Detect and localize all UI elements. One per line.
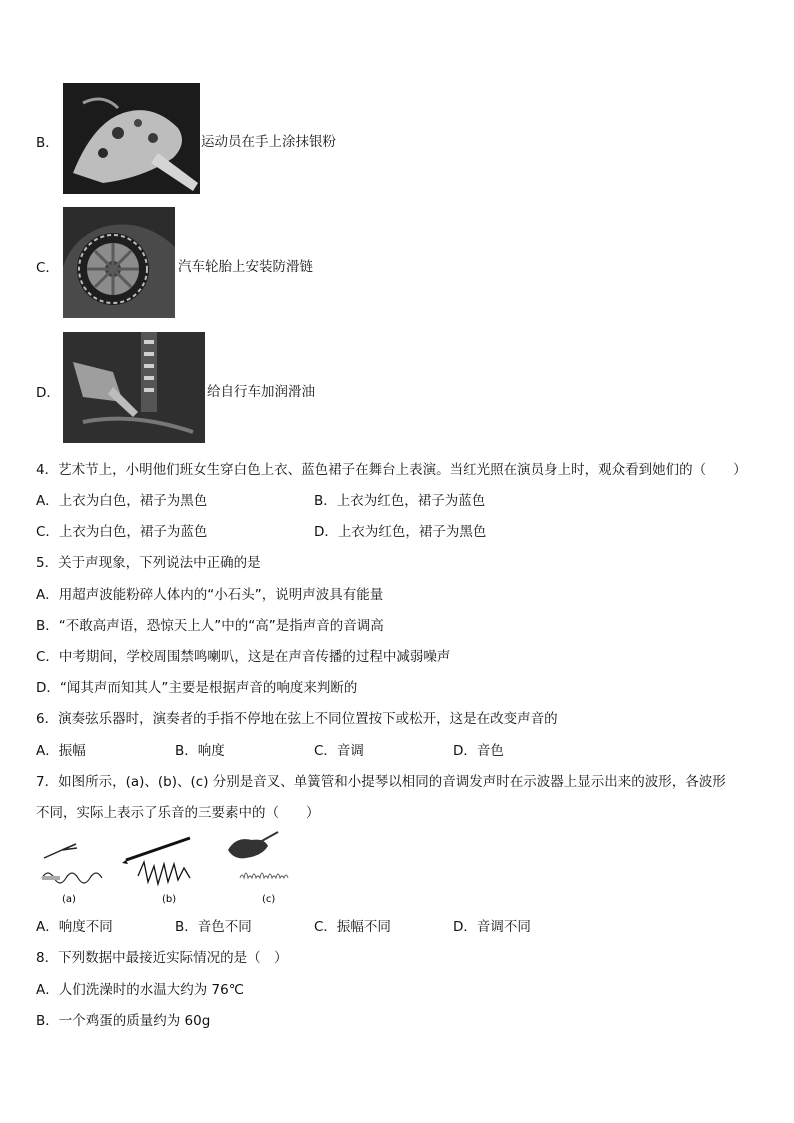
figure-label-c: (c) xyxy=(262,894,276,905)
q8-stem: 8．下列数据中最接近实际情况的是（ ） xyxy=(36,950,288,966)
q3-option-c-letter: C． xyxy=(36,260,59,276)
q4-option-d: D．上衣为红色，裙子为黑色 xyxy=(314,524,487,540)
q3-option-d-caption: 给自行车加润滑油 xyxy=(207,384,315,400)
waveform-b xyxy=(138,862,190,884)
q4-option-b: B．上衣为红色，裙子为蓝色 xyxy=(314,493,486,509)
q7-figure xyxy=(40,828,310,910)
q6-option-a: A．振幅 xyxy=(36,743,86,759)
q5-option-c: C．中考期间，学校周围禁鸣喇叭，这是在声音传播的过程中减弱噪声 xyxy=(36,649,451,665)
q4-stem: 4．艺术节上，小明他们班女生穿白色上衣、蓝色裙子在舞台上表演。当红光照在演员身上时，观众看到她们的（ ） xyxy=(36,462,747,478)
q7-stem-line1: 7．如图所示，(a)、(b)、(c) 分别是音叉、单簧管和小提琴以相同的音调发声时在示波器上显示出来的波形，各波形 xyxy=(36,774,726,790)
waveform-c xyxy=(240,873,288,878)
tuning-fork-icon xyxy=(44,844,77,858)
athlete-chalk-photo xyxy=(63,83,200,194)
figure-label-b: (b) xyxy=(162,894,177,905)
q7-stem-line2: 不同，实际上表示了乐音的三要素中的（ ） xyxy=(36,805,320,821)
q5-stem: 5．关于声现象，下列说法中正确的是 xyxy=(36,555,261,571)
q4-option-a: A．上衣为白色，裙子为黑色 xyxy=(36,493,208,509)
snow-chain-tire-photo xyxy=(63,207,175,318)
q6-option-c: C．音调 xyxy=(314,743,364,759)
bicycle-oiling-photo xyxy=(63,332,205,443)
q5-option-b: B．“不敢高声语，恐惊天上人”中的“高”是指声音的音调高 xyxy=(36,618,384,634)
q7-option-c: C．振幅不同 xyxy=(314,919,391,935)
q7-option-d: D．音调不同 xyxy=(453,919,531,935)
q3-option-b-caption: 运动员在手上涂抹银粉 xyxy=(201,134,336,150)
q5-option-a: A．用超声波能粉碎人体内的“小石头”，说明声波具有能量 xyxy=(36,587,384,603)
q8-option-a: A．人们洗澡时的水温大约为 76℃ xyxy=(36,982,244,998)
q7-option-a: A．响度不同 xyxy=(36,919,113,935)
clarinet-icon xyxy=(122,838,190,864)
q3-option-d-letter: D． xyxy=(36,385,60,401)
q6-option-b: B．响度 xyxy=(175,743,225,759)
q8-option-b: B．一个鸡蛋的质量约为 60g xyxy=(36,1013,211,1029)
figure-label-a: (a) xyxy=(62,894,76,905)
q4-option-c: C．上衣为白色，裙子为蓝色 xyxy=(36,524,208,540)
q6-stem: 6．演奏弦乐器时，演奏者的手指不停地在弦上不同位置按下或松开，这是在改变声音的 xyxy=(36,711,558,727)
violin-icon xyxy=(228,832,278,858)
q3-option-b-letter: B． xyxy=(36,135,59,151)
q7-option-b: B．音色不同 xyxy=(175,919,252,935)
q5-option-d: D．“闻其声而知其人”主要是根据声音的响度来判断的 xyxy=(36,680,358,696)
q3-option-c-caption: 汽车轮胎上安装防滑链 xyxy=(178,259,313,275)
q6-option-d: D．音色 xyxy=(453,743,504,759)
